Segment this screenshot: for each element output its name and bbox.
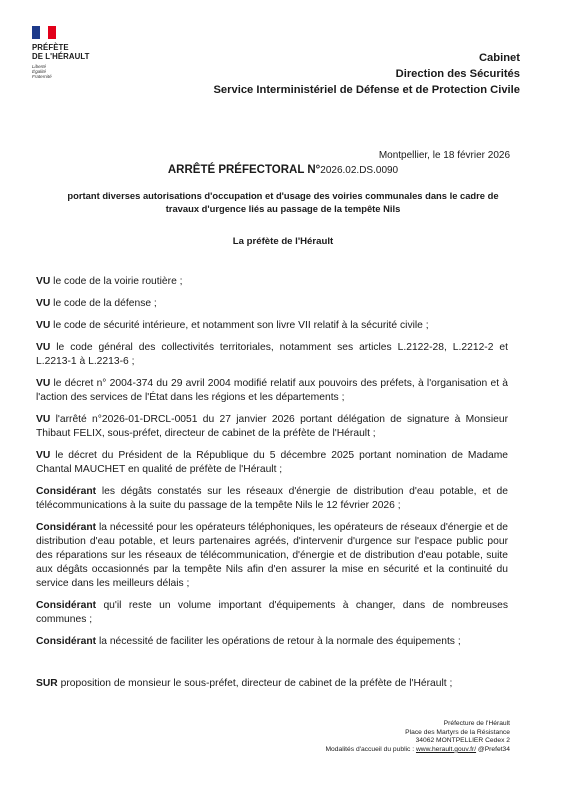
paragraph [36,341,508,369]
paragraph-text: le décret n° 2004-374 du 29 avril 2004 modifié relatif aux pouvoirs des préfets, à l'organisation et à l'action des services de l'État dans les régions et les départements ; [36,378,508,403]
paragraph [36,275,508,289]
paragraph-text: proposition de monsieur le sous-préfet, directeur de cabinet de la préfète de l'Hérault ; [57,678,453,689]
paragraph-lead: VU [36,320,51,331]
paragraph-lead: Considérant [36,522,97,533]
prefecture-name-line1: PRÉFÈTE [32,43,69,52]
motto [32,64,102,80]
footer-city: 34062 MONTPELLIER Cedex 2 [415,737,510,745]
motto-liberte: Liberté [32,64,47,69]
paragraph [36,377,508,405]
footer-prefecture: Préfecture de l'Hérault [443,720,510,727]
paragraph [36,635,508,649]
paragraph-lead: VU [36,414,51,425]
twitter-handle: @Prefet34 [476,745,510,753]
marianne-flag-icon [32,26,56,39]
paragraph-text: le décret du Président de la République du 5 décembre 2025 portant nomination de Madame Chantal MAUCHET en qualité de préfète de l'Hérault ; [36,450,508,475]
paragraph-lead: VU [36,342,51,353]
footer-contact [325,746,510,755]
flag-red-band [48,26,56,39]
paragraph [36,521,508,591]
paragraph-text: les dégâts constatés sur les réseaux d'énergie de distribution d'eau potable, et de télécommunications à la suite du passage de la tempête Nils le 12 février 2026 ; [36,486,508,511]
paragraph-text: la nécessité de faciliter les opérations de retour à la normale des équipements ; [96,636,461,647]
paragraph-lead: Considérant [36,600,97,611]
paragraph-lead: VU [36,276,51,287]
paragraph-text: le code de la défense ; [50,298,157,309]
document-subtitle: portant diverses autorisations d'occupation et d'usage des voiries communales dans le cadre de travaux d'urgence liés au passage de la tempête Nils [67,190,499,214]
paragraph-lead: VU [36,378,51,389]
title-label: ARRÊTÉ PRÉFECTORAL N° [167,164,321,176]
document-date: Montpellier, le 18 février 2026 [378,150,510,161]
website-link[interactable]: www.herault.gouv.fr/ [415,745,477,753]
paragraph [36,297,508,311]
service-header [213,50,520,98]
flag-white-band [40,26,48,39]
prefecture-name-line2: DE L'HÉRAULT [32,52,90,61]
header-cabinet: Cabinet [478,52,520,64]
paragraph [36,485,508,513]
paragraph-lead: SUR [36,678,58,689]
prefete-heading: La préfète de l'Hérault [232,236,334,247]
header-direction: Direction des Sécurités [395,68,520,80]
paragraph-lead: VU [36,298,51,309]
header-service: Service Interministériel de Défense et de Protection Civile [213,84,520,96]
footer-contact-prefix: Modalités d'accueil du public : [325,745,416,753]
paragraph-text: qu'il reste un volume important d'équipements à changer, dans de nombreuses communes ; [36,600,508,625]
document-title [0,164,566,176]
paragraph-text: le code de sécurité intérieure, et notamment son livre VII relatif à la sécurité civile ; [50,320,429,331]
paragraph-lead: VU [36,450,51,461]
paragraph-text: le code de la voirie routière ; [50,276,183,287]
paragraph [36,413,508,441]
motto-egalite: Égalité [32,69,47,75]
prefecture-logo [32,26,102,80]
paragraph [36,599,508,627]
paragraph-text: l'arrêté n°2026-01-DRCL-0051 du 27 janvier 2026 portant délégation de signature à Monsieur Thibaut FELIX, sous-préfet, directeur de cabinet de la préfète de l'Hérault ; [36,414,508,439]
footer-address: Place des Martyrs de la Résistance [405,728,510,736]
flag-blue-band [32,26,40,39]
paragraph [36,319,508,333]
motto-fraternite: Fraternité [32,74,52,80]
title-number: 2026.02.DS.0090 [320,165,399,176]
paragraph-lead: Considérant [36,486,97,497]
paragraph-lead: Considérant [36,636,97,647]
paragraph-text: la nécessité pour les opérateurs téléphoniques, les opérateurs de réseaux d'énergie et de distribution d'eau potable, et leurs partenaires agréés, d'intervenir d'urgence sur l'espace public pour des réparations sur les réseaux de télécommunication, d'énergie et de distribution d'eau potable, suite aux dégâts occasionnés par la tempête Nils afin d'en assurer la mise en sécurité et la continuité du service dans les meilleurs délais ; [36,522,508,589]
paragraph [36,449,508,477]
page-footer [325,720,510,754]
paragraph [36,677,508,691]
paragraph-text: le code général des collectivités territoriales, notamment ses articles L.2122-28, L.2212-2 et L.2213-1 à L.2213-6 ; [36,342,508,367]
document-body [36,275,508,691]
